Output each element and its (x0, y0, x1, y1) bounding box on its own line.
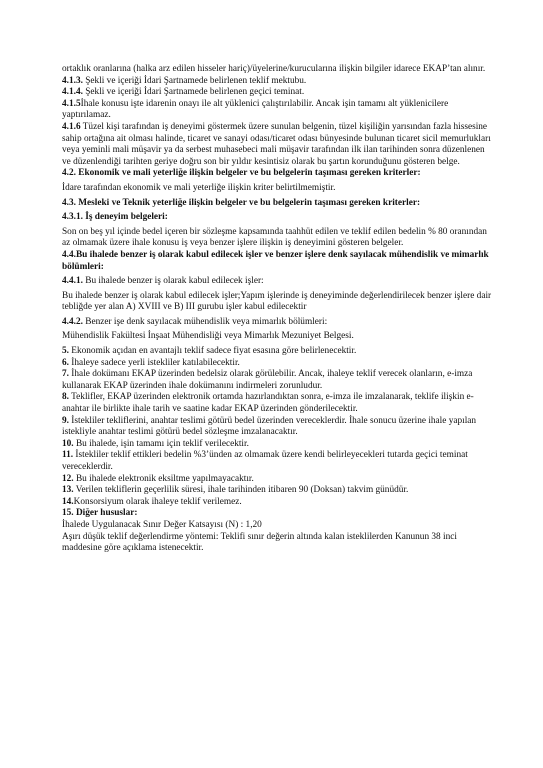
item-number: 4.1.3. (62, 75, 83, 86)
item-text: İstekliler teklif ettikleri bedelin %3’ünden az olmamak üzere kendi belirleyecekleri tutarda geçici teminat vereceklerdir. (62, 450, 468, 472)
text-4-4-1: Bu ihalede benzer iş olarak kabul edilecek işler;Yapım işlerinde iş deneyiminde değerlendirilecek benzer işlere dair tebliğde yer alan A) XVIII ve B) III gurubu işler kabul edilecektir (62, 290, 492, 313)
item-10 (62, 439, 494, 451)
paragraph-ortaklik: ortaklık oranlarına (halka arz edilen hisseler hariç)/üyelerine/kurucularına ilişkin bilgiler idarece EKAP’tan alınır. (62, 64, 486, 74)
text-4-2: İdare tarafından ekonomik ve mali yeterliğe ilişkin kriter belirtilmemiştir. (62, 182, 336, 193)
item-text: Benzer işe denk sayılacak mühendislik veya mimarlık bölümleri: (82, 316, 328, 327)
heading-4-2: 4.2. Ekonomik ve mali yeterliğe ilişkin belgeler ve bu belgelerin taşıması gereken kriterler: (62, 168, 421, 179)
item-4-1-3 (62, 76, 494, 88)
item-text: İhaleye sadece yerli istekliler katılabilecektir. (68, 357, 240, 368)
item-text: Şekli ve içeriği İdari Şartnamede belirlenen teklif mektubu. (82, 75, 307, 86)
item-12 (62, 474, 494, 486)
item-number: 4.4.2. (62, 316, 83, 327)
item-number: 7. (62, 369, 69, 380)
item-text: Konsorsiyum olarak ihaleye teklif verilemez. (73, 496, 242, 507)
item-4-1-6 (62, 122, 494, 168)
document-page (62, 64, 494, 555)
text-15-limit: İhalede Uygulanacak Sınır Değer Katsayısı (N) : 1,20 (62, 519, 262, 530)
item-number: 9. (62, 415, 69, 426)
item-number: 14. (62, 496, 74, 507)
item-11 (62, 450, 494, 473)
item-14 (62, 497, 494, 509)
item-text: Teklifler, EKAP üzerinden elektronik ortamda hazırlandıktan sonra, e-imza ile imzalanarak, teklife ilişkin e-anahtar ile birlikte ihale tarih ve saatine kadar EKAP üzerinden gönderilecektir. (62, 392, 474, 415)
item-text: İhale dokümanı EKAP üzerinden bedelsiz olarak görülebilir. Ancak, ihaleye teklif verecek olanların, e-imza kullanarak EKAP üzerinden ihale dokümanını indirmeleri zorunludur. (62, 369, 473, 391)
heading-15: 15. Diğer hususlar: (62, 508, 138, 519)
item-7 (62, 369, 494, 392)
item-text: İstekliler tekliflerini, anahtar teslimi götürü bedel üzerinden vereceklerdir. İhale sonucu üzerine ihale yapılan istekliyle anahtar teslimi götürü bedel sözleşme imzalanacaktır. (62, 415, 477, 438)
item-number: 4.1.5 (62, 98, 81, 109)
text-4-4-2: Mühendislik Fakültesi İnşaat Mühendisliği veya Mimarlık Mezuniyet Belgesi. (62, 331, 354, 342)
text-4-3-1: Son on beş yıl içinde bedel içeren bir sözleşme kapsamında taahhüt edilen ve teklif edilen bedelin % 80 oranından az olmamak üzere ihale konusu iş veya benzer işlere ilişkin iş deneyimini gösteren belgeler. (62, 226, 487, 249)
item-number: 11. (62, 450, 74, 461)
item-number: 12. (62, 473, 74, 484)
item-4-1-5 (62, 99, 494, 122)
item-number: 10. (62, 438, 74, 449)
item-number: 4.1.6 (62, 121, 81, 132)
item-4-1-4 (62, 87, 494, 99)
item-9 (62, 416, 494, 439)
item-text: Şekli ve içeriği İdari Şartnamede belirlenen geçici teminat. (82, 87, 305, 98)
item-text: Bu ihalede, işin tamamı için teklif verilecektir. (73, 438, 249, 449)
item-4-4-1 (62, 276, 494, 288)
item-number: 4.1.4. (62, 87, 83, 98)
heading-4-4: 4.4.Bu ihalede benzer iş olarak kabul edilecek işler ve benzer işlere denk sayılacak mühendislik ve mimarlık bölümleri: (62, 249, 489, 272)
item-4-4-2 (62, 317, 494, 329)
item-number: 8. (62, 392, 69, 403)
item-6 (62, 358, 494, 370)
item-13 (62, 485, 494, 497)
item-5 (62, 346, 494, 358)
item-text: Bu ihalede benzer iş olarak kabul edilecek işler: (82, 276, 264, 287)
item-text: Ekonomik açıdan en avantajlı teklif sadece fiyat esasına göre belirlenecektir. (68, 346, 357, 357)
item-text: Tüzel kişi tarafından iş deneyimi göstermek üzere sunulan belgenin, tüzel kişiliğin yarısından fazla hissesine sahip ortağına ait olması halinde, ticaret ve sanayi odası/ticaret odası bünyesinde bulunan ticaret sicil memurlukları veya yeminli mali müşavir ya da serbest muhasebeci mali müşavir tarafından ilk ilan tarihinden sonra düzenlenen ve düzenlendiği tarihten geriye doğru son bir yıldır kesintisiz olarak bu şartın korunduğunu gösteren belge. (62, 121, 491, 167)
item-text: Bu ihalede elektronik eksiltme yapılmayacaktır. (73, 473, 254, 484)
item-text: İhale konusu işte idarenin onayı ile alt yüklenici çalıştırılabilir. Ancak işin tamamı alt yüklenicilere yaptırılamaz. (62, 98, 449, 121)
item-number: 4.4.1. (62, 276, 83, 287)
heading-4-3-1: 4.3.1. İş deneyim belgeleri: (62, 212, 168, 223)
item-number: 13. (62, 485, 74, 496)
item-number: 6. (62, 357, 69, 368)
heading-4-3: 4.3. Mesleki ve Teknik yeterliğe ilişkin belgeler ve bu belgelerin taşıması gereken kriterler: (62, 197, 421, 208)
text-15-method: Aşırı düşük teklif değerlendirme yöntemi: Teklifi sınır değerin altında kalan isteklilerden Kanunun 38 inci maddesine göre açıklama istenecektir. (62, 531, 457, 554)
item-text: Verilen tekliflerin geçerlilik süresi, ihale tarihinden itibaren 90 (Doksan) takvim günüdür. (73, 485, 409, 496)
item-number: 5. (62, 346, 69, 357)
item-8 (62, 392, 494, 415)
